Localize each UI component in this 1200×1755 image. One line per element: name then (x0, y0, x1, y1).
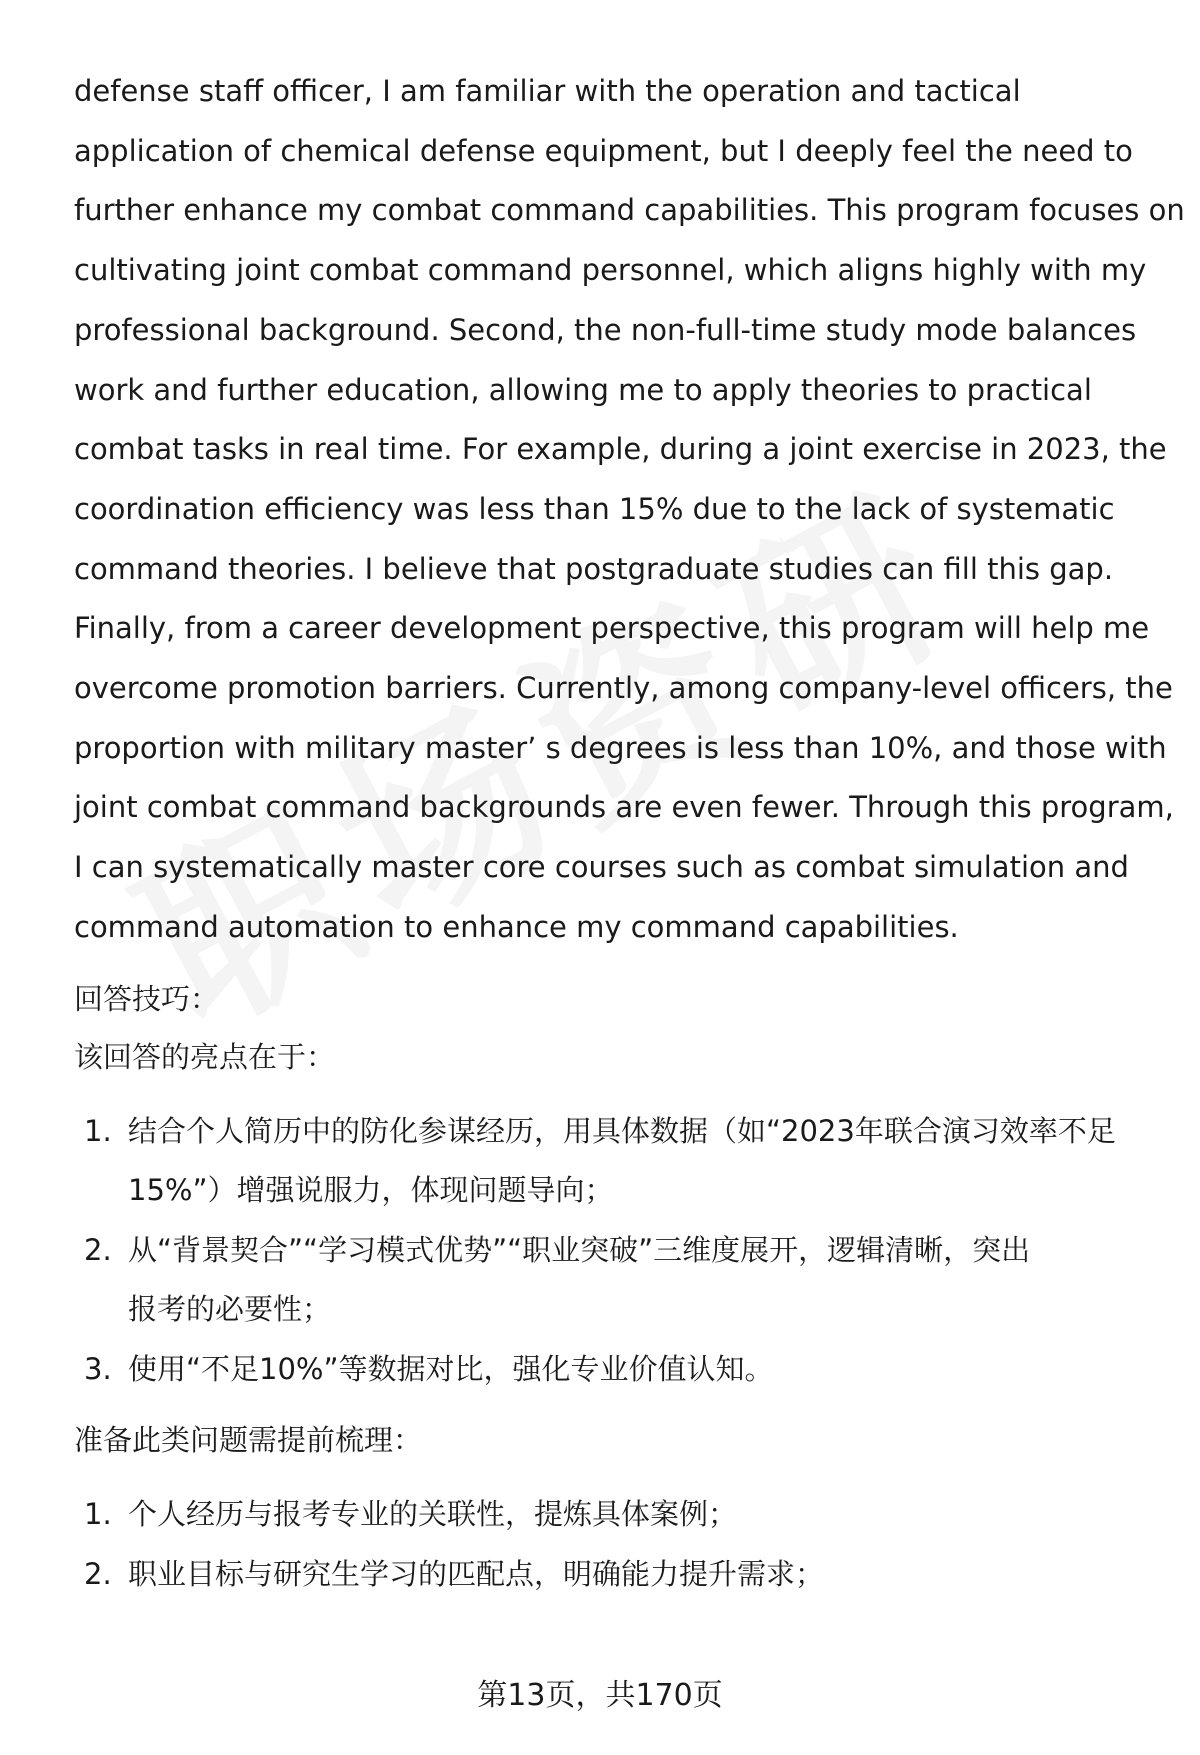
list-item-line: 结合个人简历中的防化参谋经历，用具体数据（如“2023年联合演习效率不足 (128, 1113, 1116, 1148)
document-page (74, 62, 1185, 1604)
list-number: 2. (84, 1556, 112, 1591)
paragraph-line: professional background. Second, the non-full-time study mode balances (74, 312, 1137, 347)
tips-list (74, 1102, 1159, 1400)
tips-list-item (74, 1221, 1159, 1340)
paragraph-line: coordination efficiency was less than 15% due to the lack of systematic (74, 491, 1115, 526)
paragraph-line: proportion with military master’ s degrees is less than 10%, and those with (74, 730, 1167, 765)
page-number-footer: 第13页，共170页 (477, 1678, 723, 1713)
list-number: 1. (84, 1497, 112, 1532)
paragraph-line: further enhance my combat command capabilities. This program focuses on (74, 193, 1185, 228)
paragraph-line: command automation to enhance my command capabilities. (74, 909, 959, 944)
paragraph-line: overcome promotion barriers. Currently, among company-level officers, the (74, 671, 1173, 706)
tips-list-item (74, 1102, 1159, 1221)
paragraph-line: combat tasks in real time. For example, during a joint exercise in 2023, the (74, 432, 1167, 467)
body-paragraph (74, 62, 1185, 958)
paragraph-line: joint combat command backgrounds are even fewer. Through this program, (74, 790, 1174, 825)
tips-heading: 回答技巧： (74, 981, 220, 1016)
paragraph-line: cultivating joint combat command personnel, which aligns highly with my (74, 253, 1147, 288)
list-item-line: 职业目标与研究生学习的匹配点，明确能力提升需求； (128, 1556, 825, 1591)
prep-list (74, 1485, 1159, 1604)
paragraph-line: I can systematically master core courses such as combat simulation and (74, 850, 1129, 885)
list-number: 1. (84, 1113, 112, 1148)
prep-list-item (74, 1485, 1159, 1545)
list-item-line: 从“背景契合”“学习模式优势”“职业突破”三维度展开，逻辑清晰，突出 (128, 1232, 1031, 1267)
tips-list-item (74, 1340, 1159, 1400)
list-item-line: 15%”）增强说服力，体现问题导向； (128, 1173, 614, 1208)
list-number: 2. (84, 1232, 112, 1267)
list-number: 3. (84, 1351, 112, 1386)
prep-heading: 准备此类问题需提前梳理： (74, 1423, 423, 1458)
paragraph-line: application of chemical defense equipment, but I deeply feel the need to (74, 133, 1133, 168)
paragraph-line: work and further education, allowing me to apply theories to practical (74, 372, 1092, 407)
paragraph-line: Finally, from a career development perspective, this program will help me (74, 611, 1150, 646)
paragraph-line: defense staff officer, I am familiar with the operation and tactical (74, 74, 1021, 108)
list-item-line: 报考的必要性； (128, 1292, 332, 1327)
list-item-line: 使用“不足10%”等数据对比，强化专业价值认知。 (128, 1351, 774, 1386)
paragraph-line: command theories. I believe that postgraduate studies can fill this gap. (74, 551, 1114, 586)
tips-intro: 该回答的亮点在于： (74, 1039, 336, 1074)
list-item-line: 个人经历与报考专业的关联性，提炼具体案例； (128, 1497, 738, 1532)
prep-list-item (74, 1545, 1159, 1605)
